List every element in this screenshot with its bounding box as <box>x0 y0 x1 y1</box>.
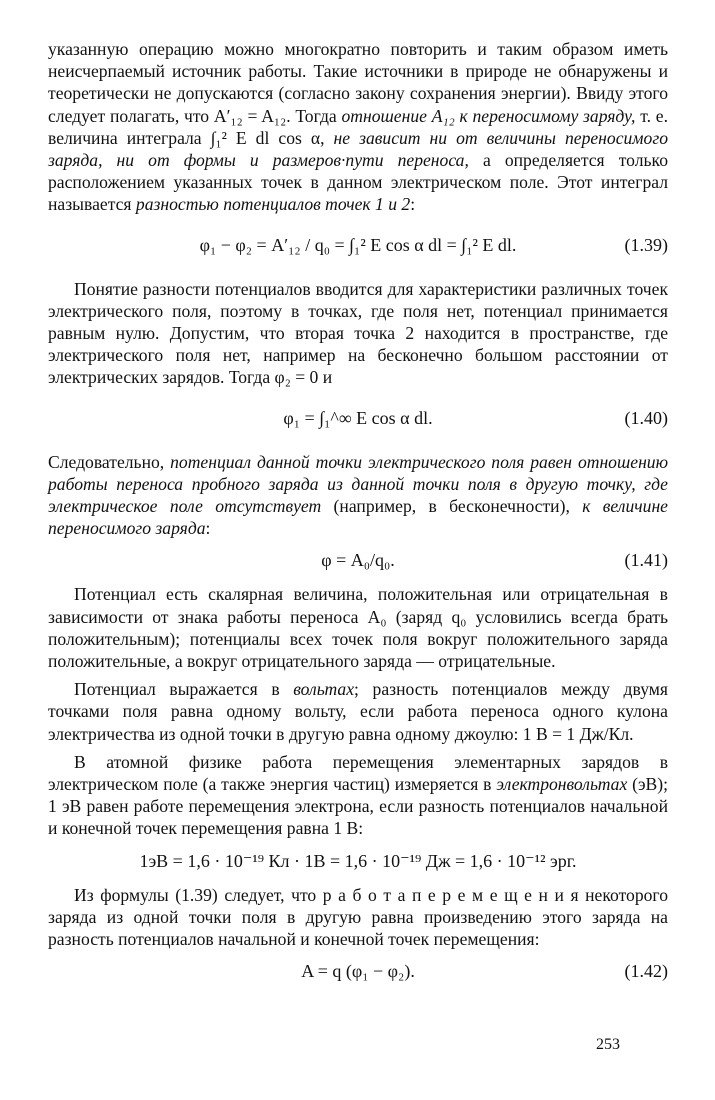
paragraph-7: Из формулы (1.39) следует, что р а б о т а п е р е м е щ е н и я некоторого заряда из одной точки поля в другую равна произведению этого заряда на разность потенциалов начальной и конечной точек перемещения: <box>48 884 668 950</box>
text-span: Следовательно, <box>48 451 171 472</box>
equation-1-42 <box>48 958 668 984</box>
paragraph-5 <box>48 678 668 745</box>
paragraph-6 <box>48 751 668 840</box>
equation-electronvolt <box>48 848 668 874</box>
italic-span: не зависит ни от величины переносимого заряда, ни от формы и размеров·пути переноса, <box>48 127 668 171</box>
text-span: : <box>205 518 211 539</box>
italic-span: электронвольтах <box>496 774 628 795</box>
equation-text: 1эВ = 1,6 · 10⁻¹⁹ Кл · 1В = 1,6 · 10⁻¹⁹ Дж = 1,6 · 10⁻¹² эрг. <box>139 850 577 871</box>
paragraph-4: Потенциал есть скалярная величина, положительная или отрицательная в зависимости от знака работы переноса A₀ (заряд q₀ условились всегда брать положительным); потенциалы всех точек поля вокруг положительного заряда положительные, а вокруг отрицательного заряда — отрицательные. <box>48 584 668 672</box>
italic-span: разностью потенциалов точек 1 и 2 <box>135 194 411 215</box>
text-span: т. е. величина интеграла ∫₁² E dl cos α, <box>48 105 668 148</box>
equation-text: A = q (φ₁ − φ₂). <box>301 961 415 982</box>
text-span: указанную операцию можно многократно повторить и таким образом иметь неисчерпаемый источник работы. Такие источники в природе не обнаружены и теоретически не допускаются (согласно закону сохранения энергии). Ввиду этого следует полагать, что A′₁₂ = A₁₂. Тогда <box>48 39 668 126</box>
equation-number: (1.42) <box>624 961 668 982</box>
italic-span: потенциал данной точки электрического поля равен отношению работы переноса пробного заряда из данной точки поля в другую точку, где электрическое поле отсутствует <box>48 451 668 517</box>
equation-text: φ = A₀/q₀. <box>321 550 395 571</box>
paragraph-3 <box>48 451 668 540</box>
page-number: 253 <box>596 1036 620 1053</box>
equation-number: (1.41) <box>624 550 668 571</box>
italic-span: отношение A₁₂ к переносимому заряду, <box>341 105 636 126</box>
italic-span: вольтах <box>293 679 355 700</box>
text-span: а определяется только расположением указанных точек в данном электрическом поле. Этот интеграл называется <box>48 150 668 215</box>
text-span: (например, в бесконечности), <box>321 496 583 517</box>
italic-span: к величине переносимого заряда <box>48 496 668 539</box>
equation-text: φ₁ − φ₂ = A′₁₂ / q₀ = ∫₁² E cos α dl = ∫₁² E dl. <box>199 234 517 255</box>
equation-1-41 <box>48 547 668 573</box>
paragraph-1 <box>48 38 668 216</box>
paragraph-2: Понятие разности потенциалов вводится для характеристики различных точек электрического поля, поэтому в точках, где поля нет, потенциал принимается равным нулю. Допустим, что вторая точка 2 находится в пространстве, где электрического поля нет, например на бесконечно большом расстоянии от электрических зарядов. Тогда φ₂ = 0 и <box>48 278 668 388</box>
text-span: ; разность потенциалов между двумя точками поля равна одному вольту, если работа переноса одного кулона электричества из одной точки в другую равна одному джоулю: 1 В = 1 Дж/Кл. <box>48 679 669 744</box>
text-span: (эВ); 1 эВ равен работе перемещения электрона, если разность потенциалов начальной и конечной точек перемещения равна 1 В: <box>48 774 668 839</box>
page-body <box>48 38 668 994</box>
text-span: В атомной физике работа перемещения элементарных зарядов в электрическом поле (а также энергия частиц) измеряется в <box>48 751 668 795</box>
equation-text: φ₁ = ∫₁^∞ E cos α dl. <box>283 407 433 428</box>
equation-1-39 <box>48 232 668 258</box>
equation-1-40 <box>48 405 668 431</box>
equation-number: (1.40) <box>624 407 668 428</box>
text-span: : <box>410 194 416 215</box>
text-span: Потенциал выражается в <box>74 679 294 700</box>
equation-number: (1.39) <box>624 234 668 255</box>
